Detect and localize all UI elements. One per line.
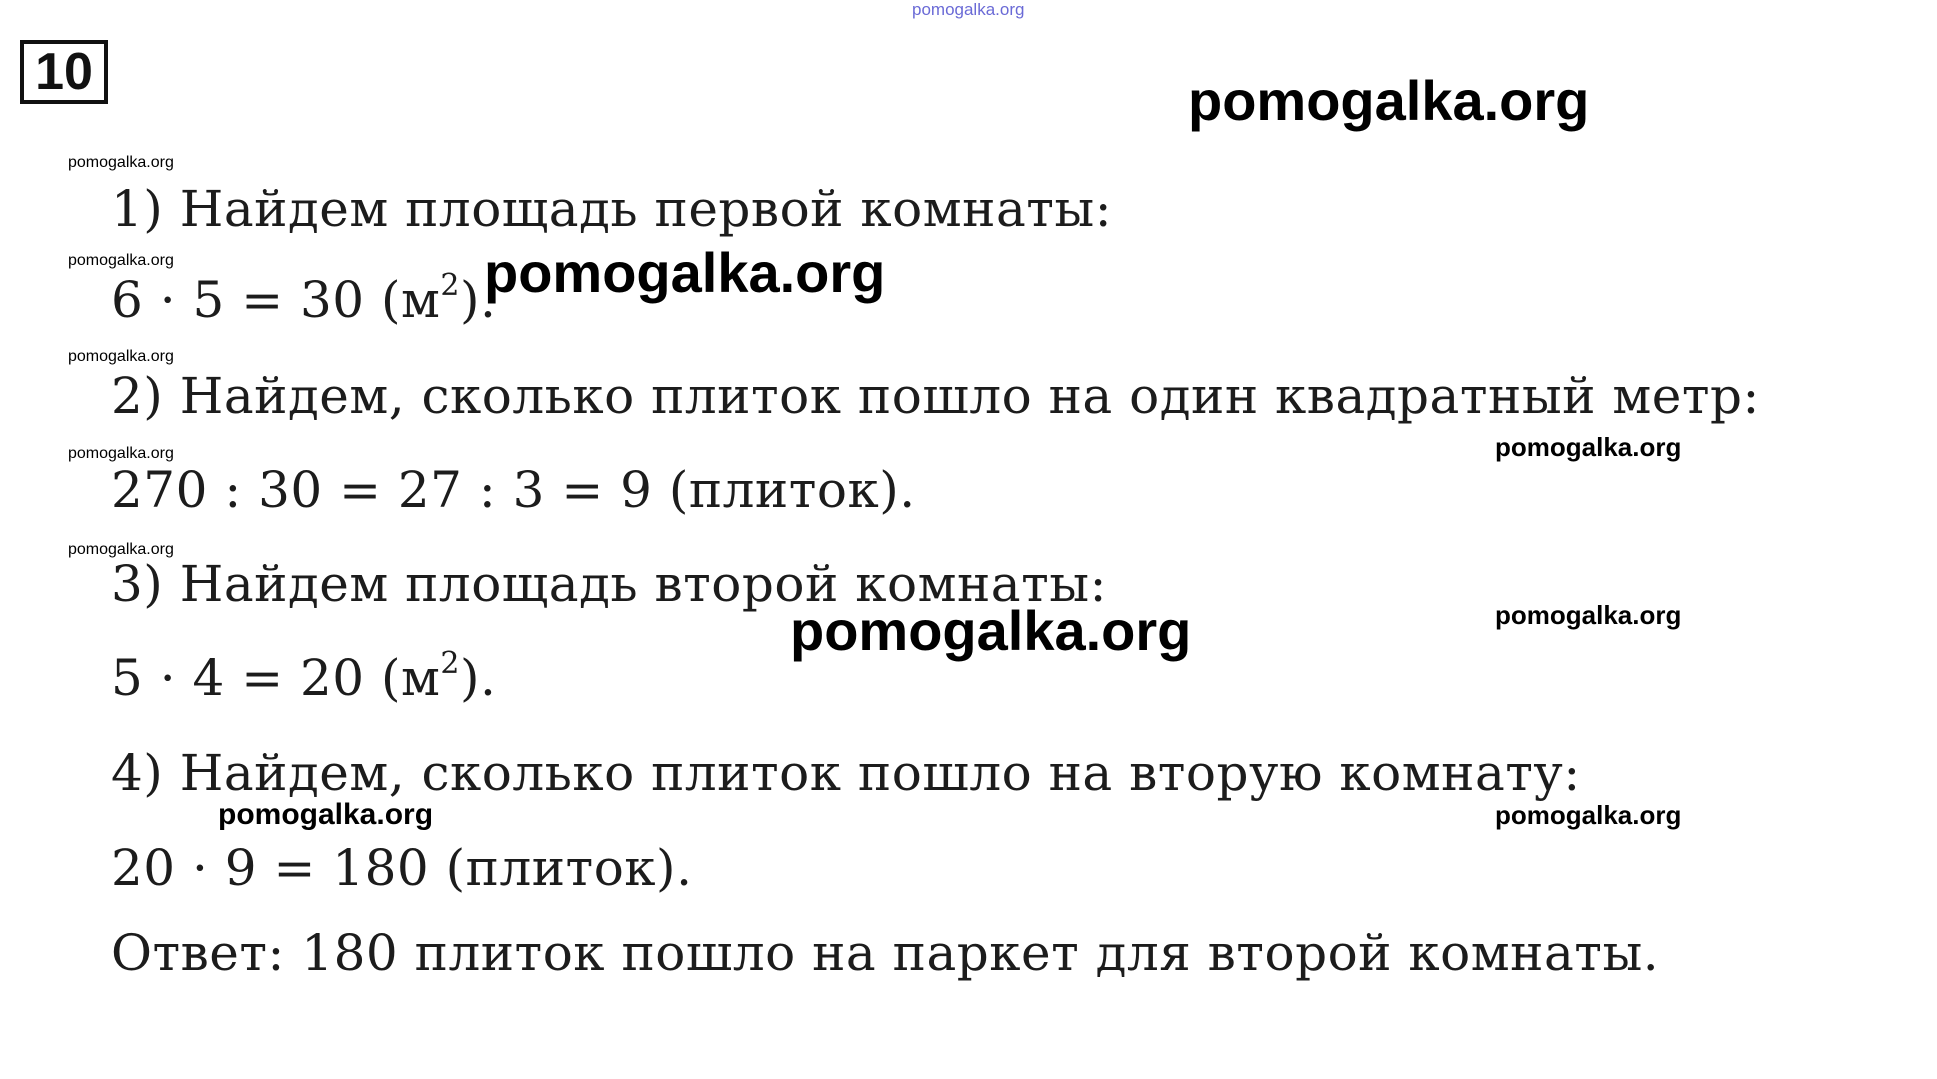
step2-title: 2) Найдем, сколько плиток пошло на один квадратный метр: (111, 367, 1760, 425)
watermark-side: pomogalka.org (1495, 432, 1682, 462)
watermark-large: pomogalka.org (1188, 69, 1590, 132)
step4-title: 4) Найдем, сколько плиток пошло на вторую комнату: (111, 744, 1581, 802)
watermark-medium: pomogalka.org (218, 798, 434, 831)
watermark-top: pomogalka.org (912, 0, 1025, 19)
watermark-side: pomogalka.org (1495, 600, 1682, 630)
step3-title: 3) Найдем площадь второй комнаты: (111, 555, 1107, 613)
watermark-side: pomogalka.org (1495, 800, 1682, 830)
step1-calc-text: 6 · 5 = 30 (м (111, 271, 441, 329)
answer-line: Ответ: 180 плиток пошло на паркет для второй комнаты. (111, 924, 1660, 982)
watermark-large: pomogalka.org (790, 599, 1192, 662)
watermark-small: pomogalka.org (68, 348, 174, 365)
step3-calc-text: 5 · 4 = 20 (м (111, 649, 441, 707)
watermark-large: pomogalka.org (484, 241, 886, 304)
step1-calculation (111, 270, 496, 330)
step3-calculation (111, 648, 496, 708)
watermark-small: pomogalka.org (68, 541, 174, 558)
watermark-small: pomogalka.org (68, 252, 174, 269)
step3-unit-superscript: 2 (440, 646, 460, 681)
watermark-small: pomogalka.org (68, 154, 174, 171)
step3-calc-end: ). (460, 649, 497, 707)
step4-calculation: 20 · 9 = 180 (плиток). (111, 839, 693, 897)
step1-calc-end: ). (460, 271, 497, 329)
step1-unit-superscript: 2 (440, 268, 460, 303)
step2-calculation: 270 : 30 = 27 : 3 = 9 (плиток). (111, 461, 916, 519)
watermark-small: pomogalka.org (68, 445, 174, 462)
step1-title: 1) Найдем площадь первой комнаты: (111, 180, 1113, 238)
problem-number-box: 10 (20, 40, 108, 104)
